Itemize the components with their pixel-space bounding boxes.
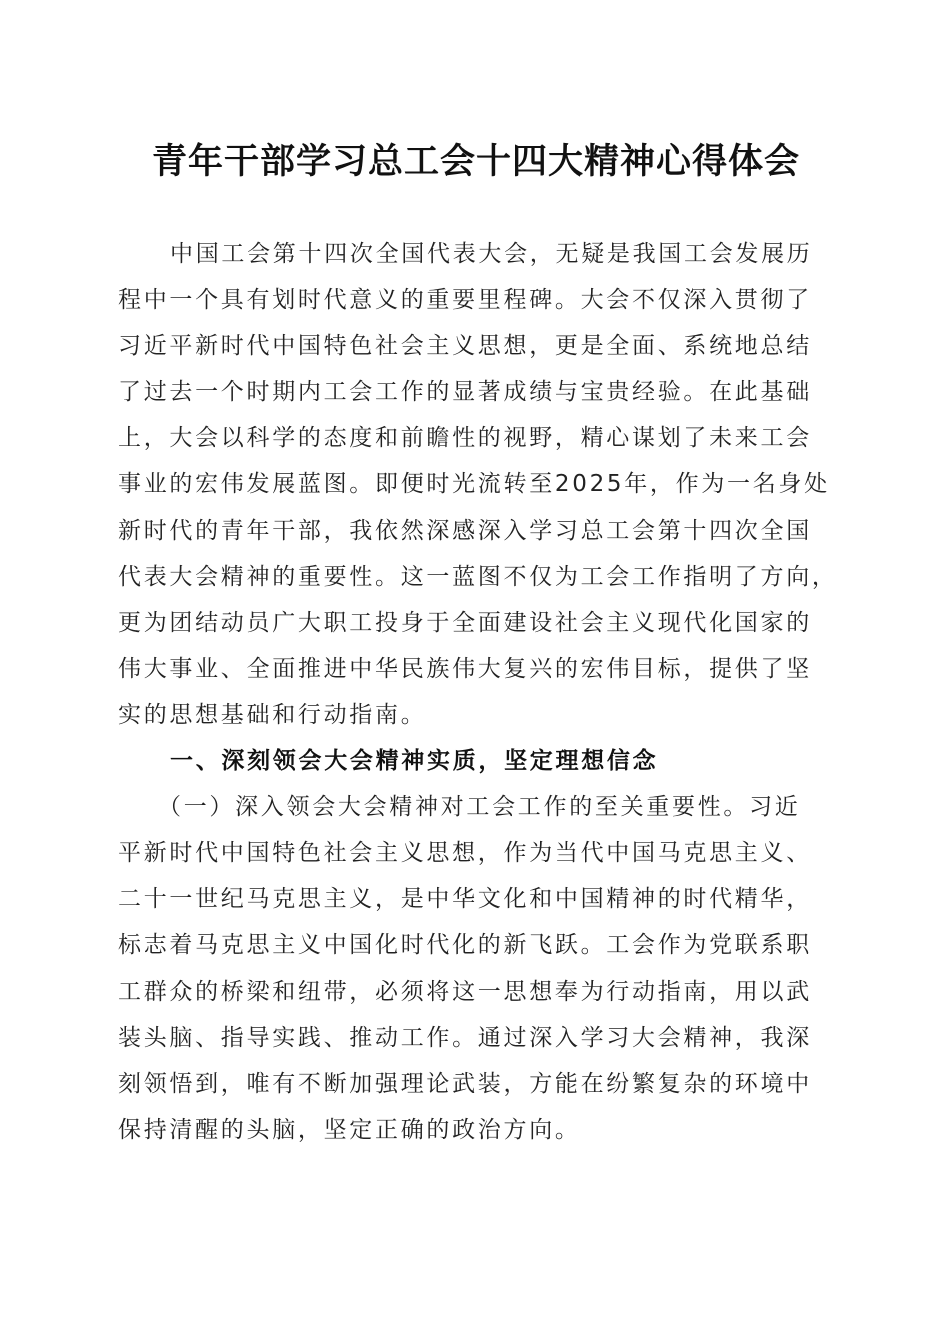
paragraph-2-line-2: 平新时代中国特色社会主义思想，作为当代中国马克思主义、 [118,840,812,867]
paragraph-1-line-4: 了过去一个时期内工会工作的显著成绩与宝贵经验。在此基础 [118,379,812,406]
paragraph-2-line-7: 刻领悟到，唯有不断加强理论武装，方能在纷繁复杂的环境中 [118,1070,812,1097]
paragraph-1-line-5: 上，大会以科学的态度和前瞻性的视野，精心谋划了未来工会 [118,425,812,452]
paragraph-1-line-6: 事业的宏伟发展蓝图。即便时光流转至2025年，作为一名身处 [118,471,830,498]
paragraph-2-line-1: （一）深入领会大会精神对工会工作的至关重要性。习近 [158,794,801,821]
document-body [118,231,838,1153]
paragraph-2-line-4: 标志着马克思主义中国化时代化的新飞跃。工会作为党联系职 [118,932,812,959]
paragraph-1-line-1: 中国工会第十四次全国代表大会，无疑是我国工会发展历 [170,241,813,267]
paragraph-1-line-10: 伟大事业、全面推进中华民族伟大复兴的宏伟目标，提供了坚 [118,655,812,682]
paragraph-2-line-5: 工群众的桥梁和纽带，必须将这一思想奉为行动指南，用以武 [118,978,812,1005]
paragraph-1-line-11: 实的思想基础和行动指南。 [118,701,427,728]
section-heading-1: 一、深刻领会大会精神实质，坚定理想信念 [170,748,659,775]
paragraph-2-line-3: 二十一世纪马克思主义，是中华文化和中国精神的时代精华， [118,886,812,913]
paragraph-1-line-8: 代表大会精神的重要性。这一蓝图不仅为工会工作指明了方向， [118,563,838,590]
paragraph-2-line-6: 装头脑、指导实践、推动工作。通过深入学习大会精神，我深 [118,1024,812,1051]
paragraph-1-line-3: 习近平新时代中国特色社会主义思想，更是全面、系统地总结 [118,333,812,360]
document-title: 青年干部学习总工会十四大精神心得体会 [151,141,800,182]
paragraph-1-line-9: 更为团结动员广大职工投身于全面建设社会主义现代化国家的 [118,609,812,636]
paragraph-1-line-2: 程中一个具有划时代意义的重要里程碑。大会不仅深入贯彻了 [118,287,812,314]
paragraph-1-line-7: 新时代的青年干部，我依然深感深入学习总工会第十四次全国 [118,517,812,544]
paragraph-2-line-8: 保持清醒的头脑，坚定正确的政治方向。 [118,1116,581,1143]
